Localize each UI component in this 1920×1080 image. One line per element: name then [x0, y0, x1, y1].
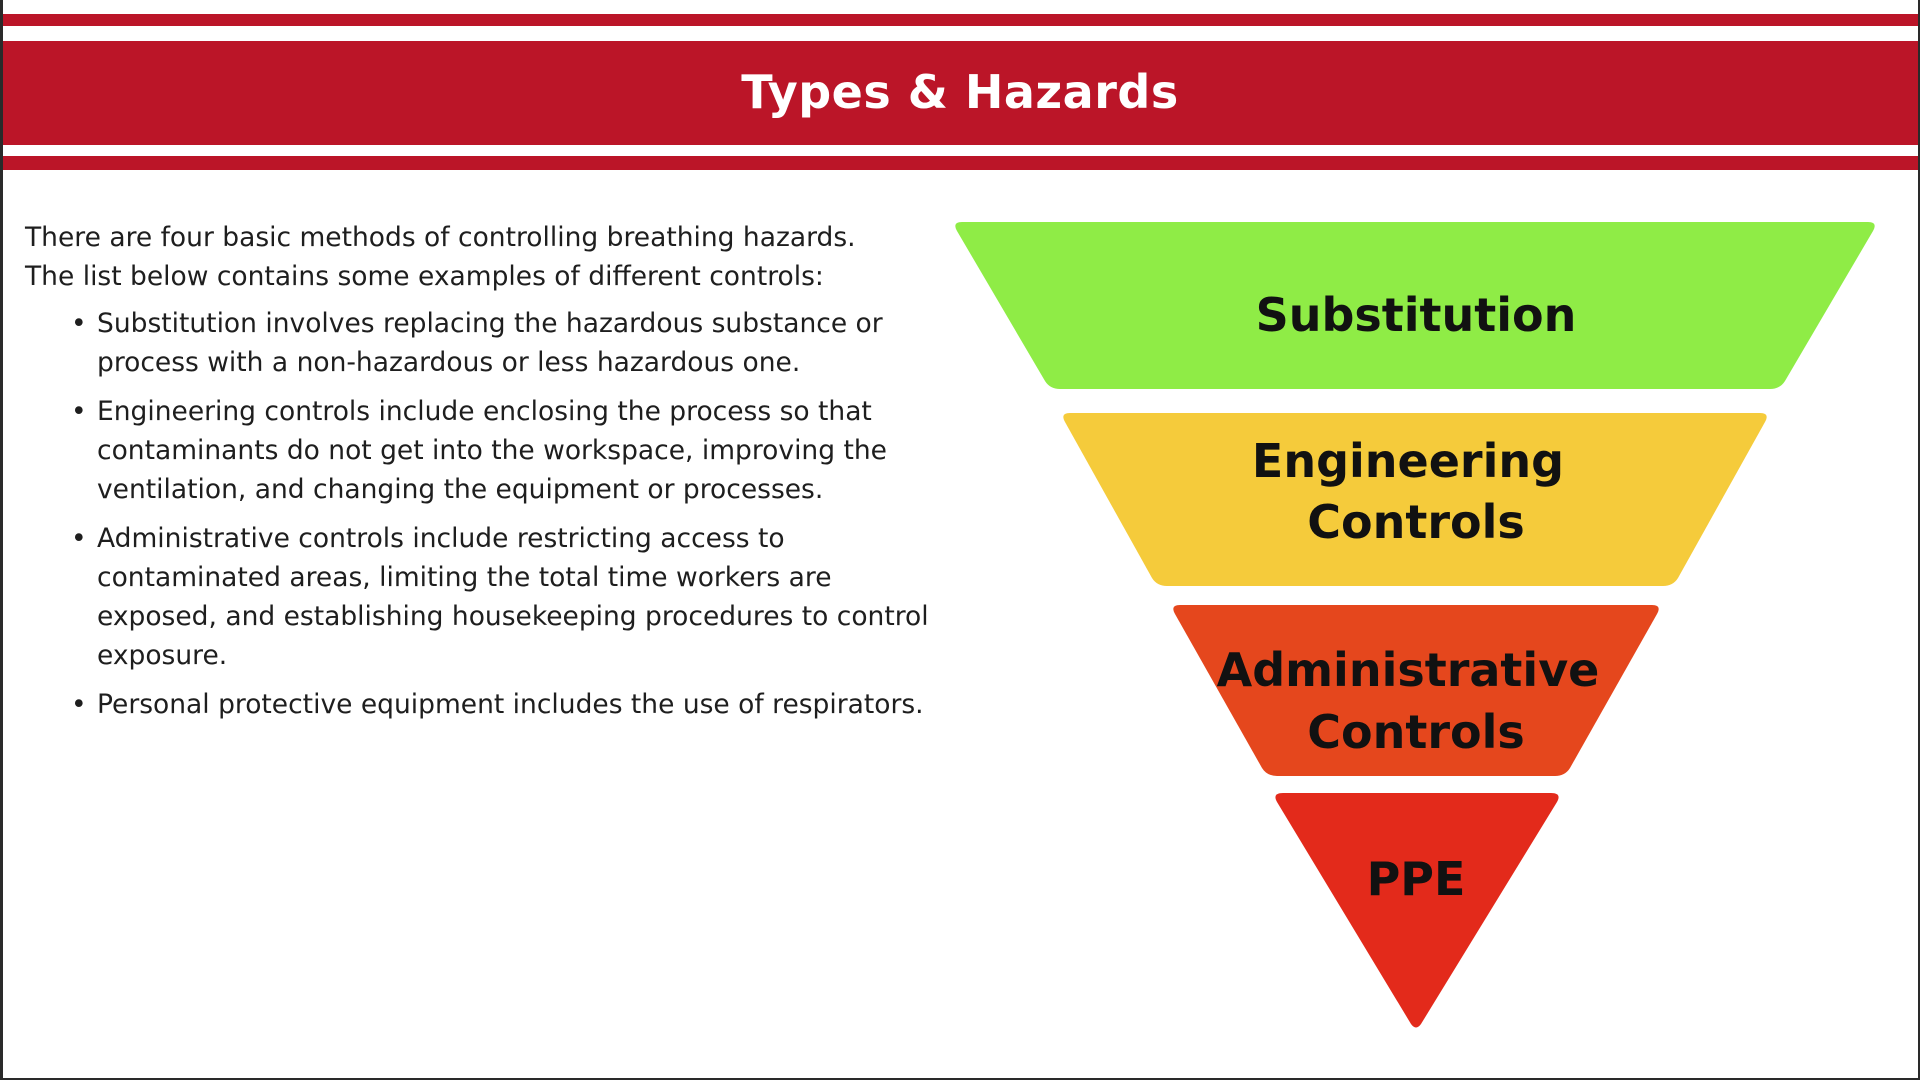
bullet-substitution: • Substitution involves replacing the hazardous substance or process with a non-hazardous or less hazardous one. [97, 304, 945, 382]
slide-title: Types & Hazards [741, 65, 1179, 119]
tier-substitution-label: Substitution [1255, 288, 1577, 342]
bullet-engineering: • Engineering controls include enclosing the process so that contaminants do not get into the workspace, improving the ventilation, and changing the equipment or processes. [97, 392, 945, 509]
tier-engineering-label: Engineering Controls [1251, 434, 1565, 549]
tier-ppe-shape [1275, 793, 1558, 1028]
tier-ppe-label: PPE [1366, 852, 1466, 906]
bullet-ppe: • Personal protective equipment includes the use of respirators. [97, 685, 945, 724]
tier-administrative-label: Administrative Controls [1216, 643, 1600, 759]
intro-line-1: There are four basic methods of controlling breathing hazards. [25, 222, 856, 253]
bullet-administrative: • Administrative controls include restricting access to contaminated areas, limiting the total time workers are exposed, and establishing housekeeping procedures to control exposure. [97, 519, 945, 675]
intro-line-2: The list below contains some examples of different controls: [25, 261, 824, 292]
